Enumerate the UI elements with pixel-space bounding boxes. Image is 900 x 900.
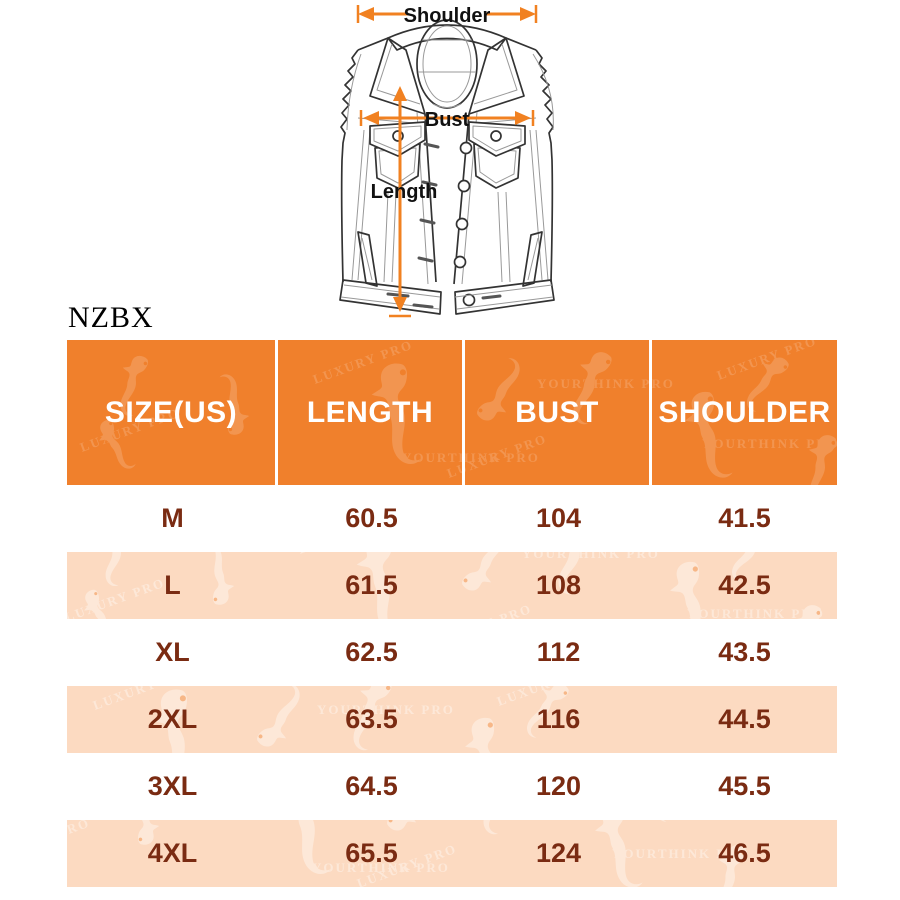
shoulder-label: Shoulder [403,5,491,27]
length-cell: 60.5 [345,503,398,533]
length-cell: 63.5 [345,704,398,734]
shoulder-cell: 41.5 [718,503,771,533]
bust-cell: 112 [536,637,581,667]
length-label: Length [370,181,438,203]
length-cell: 65.5 [345,838,398,868]
header-cell-bust: BUST [465,340,652,485]
header-cell-length: LENGTH [278,340,465,485]
size-cell: XL [155,637,190,667]
table-row [67,619,837,686]
size-table [67,340,837,887]
shoulder-cell: 43.5 [718,637,771,667]
shoulder-cell: 42.5 [718,570,771,600]
length-cell: 61.5 [345,570,398,600]
size-cell: L [164,570,181,600]
size-cell: 4XL [147,838,198,868]
size-cell: 3XL [147,771,198,801]
vest-diagram [328,0,572,332]
bust-label: Bust [424,109,470,131]
table-row [67,686,837,753]
header-cell-shoulder: SHOULDER [658,395,831,429]
table-row [67,485,837,552]
table-row [67,820,837,887]
bust-cell: 120 [535,771,582,801]
bust-cell: 104 [535,503,582,533]
bust-cell: 116 [536,704,581,734]
table-header-row [67,340,837,485]
bust-cell: 108 [535,570,582,600]
shoulder-cell: 44.5 [718,704,771,734]
vest-outline [340,20,554,314]
size-cell: M [161,503,184,533]
brand-name: NZBX [68,301,154,334]
bust-cell: 124 [535,838,582,868]
shoulder-cell: 46.5 [718,838,771,868]
header-cell-size: SIZE(US) [67,340,278,485]
size-cell: 2XL [147,704,198,734]
shoulder-cell: 45.5 [718,771,771,801]
length-cell: 62.5 [345,637,398,667]
table-row [67,552,837,619]
length-cell: 64.5 [345,771,398,801]
table-row [67,753,837,820]
